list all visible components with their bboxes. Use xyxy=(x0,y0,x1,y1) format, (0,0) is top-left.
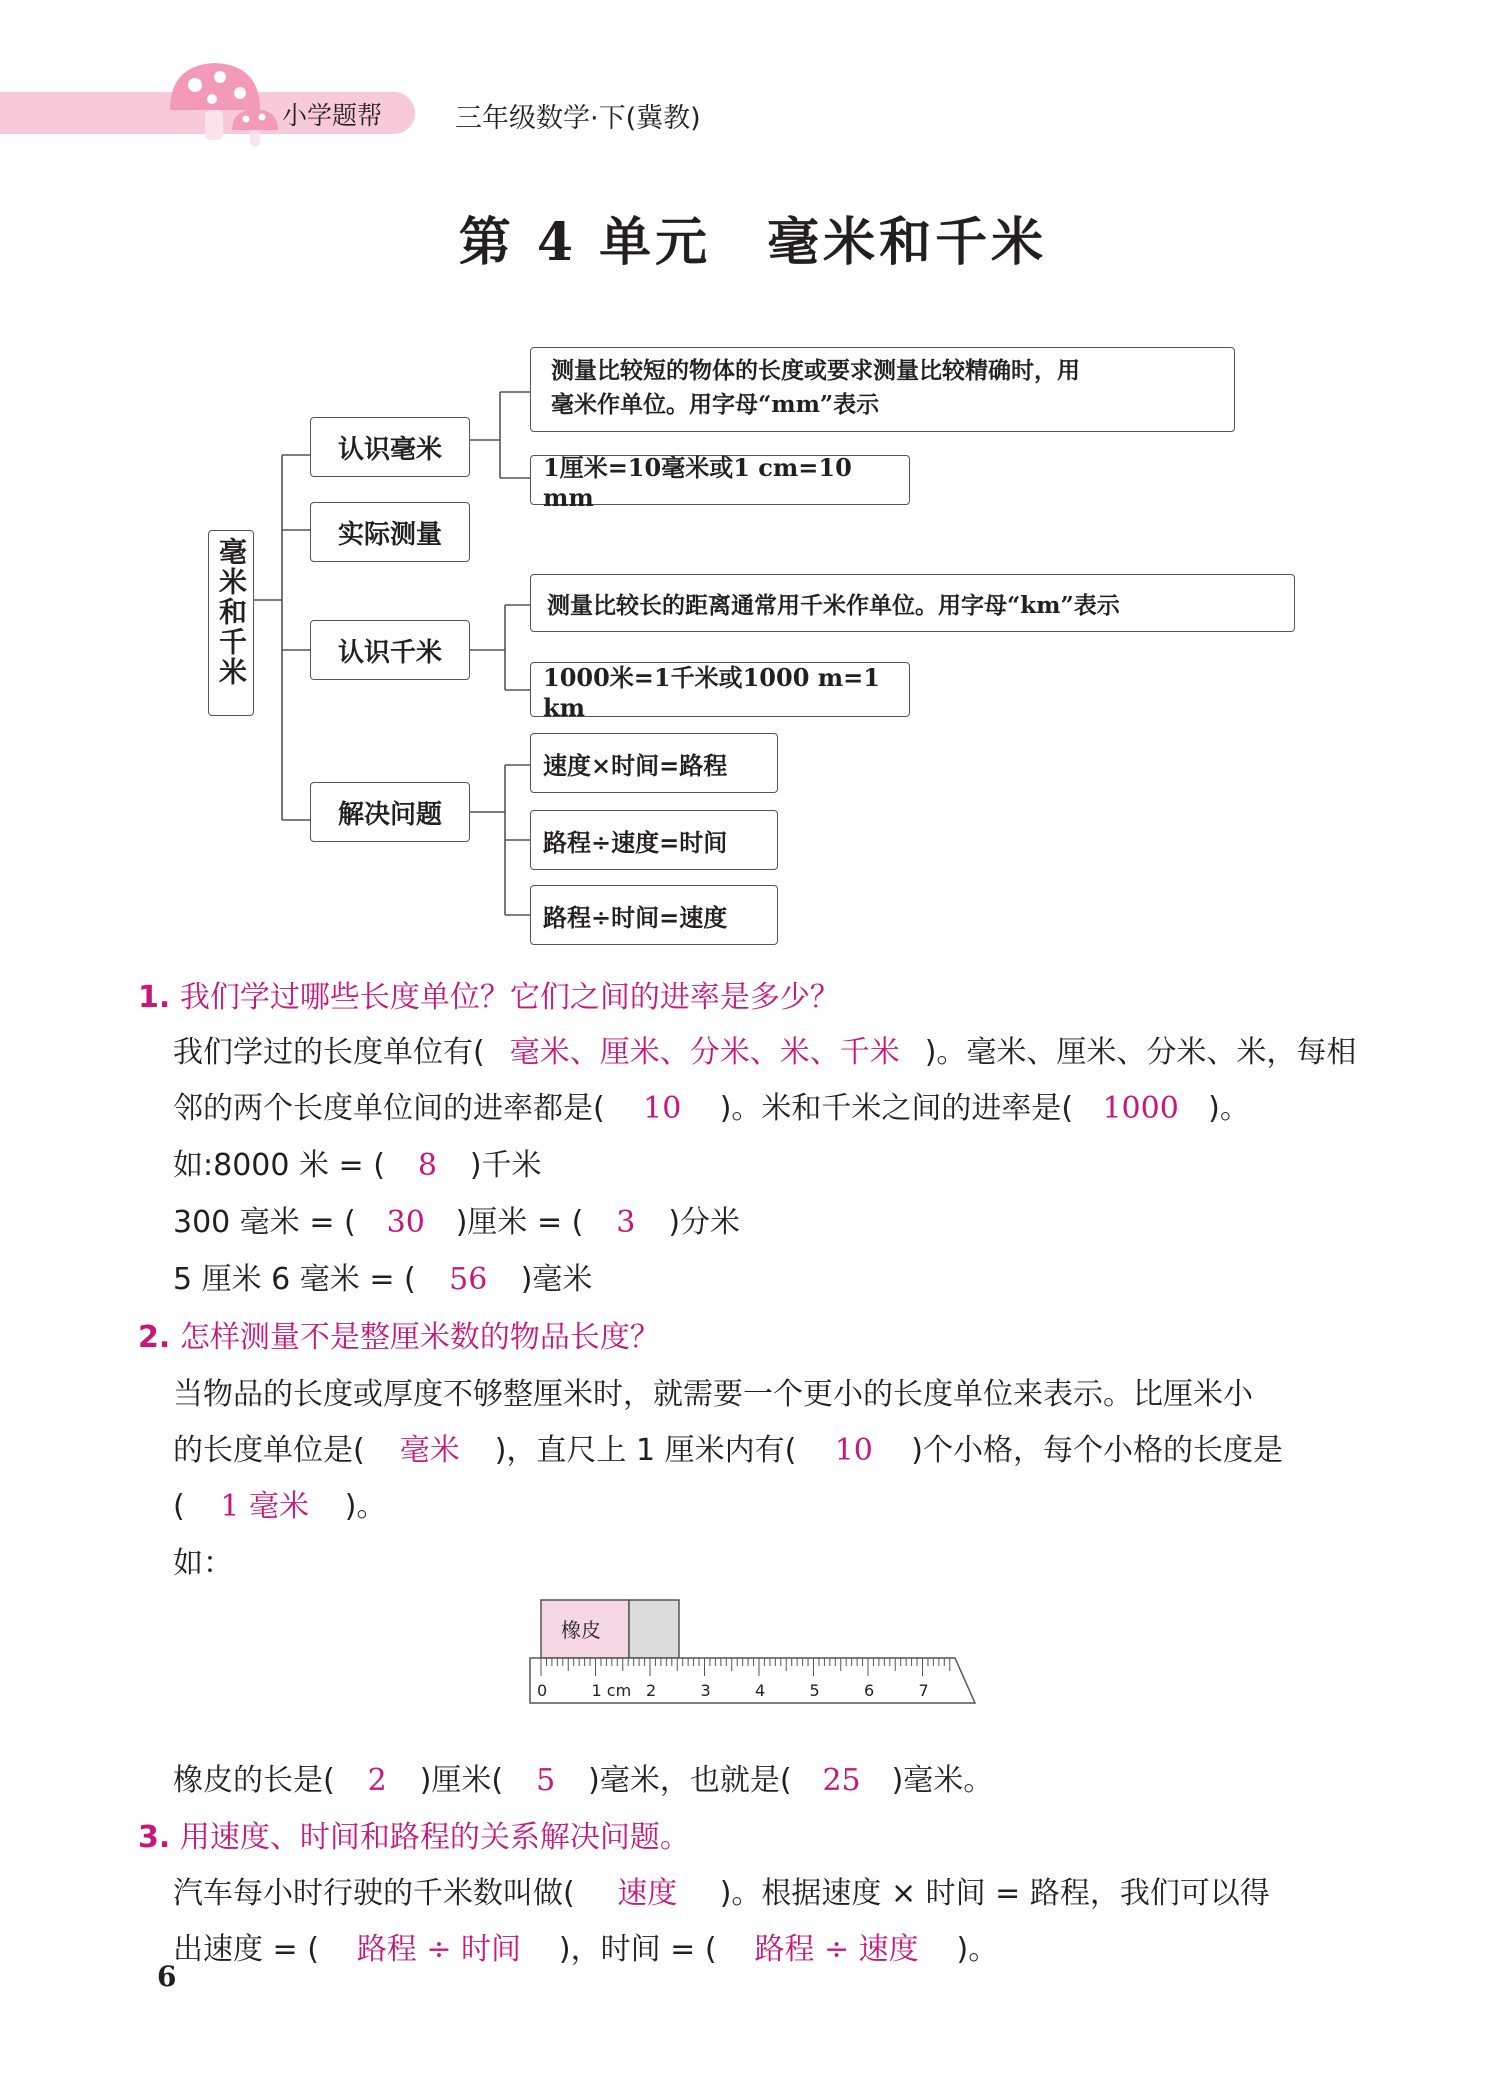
branch-label: 认识毫米 xyxy=(337,434,442,465)
ruler-label: 6 xyxy=(864,1681,875,1700)
q1-heading xyxy=(138,972,840,1016)
branch-label: 认识千米 xyxy=(337,637,442,668)
leaf-text: 测量比较短的物体的长度或要求测量比较精确时，用 xyxy=(551,357,1080,384)
q2-title: 怎样测量不是整厘米数的物品长度？ xyxy=(179,1320,660,1355)
ruler-label: 5 xyxy=(809,1681,820,1700)
answer: 10 xyxy=(643,1091,682,1126)
branch-solve xyxy=(310,782,470,842)
q2-number: 2. xyxy=(138,1320,171,1355)
q3-number: 3. xyxy=(138,1820,171,1855)
answer: 3 xyxy=(616,1205,636,1240)
ruler-label: 7 xyxy=(918,1681,929,1700)
q3-line2: 出速度 = ( 路程 ÷ 时间 )，时间 = ( 路程 ÷ 速度 )。 xyxy=(173,1924,998,1968)
branch-know-km xyxy=(310,620,470,680)
q1-title: 我们学过哪些长度单位？它们之间的进率是多少？ xyxy=(179,980,840,1015)
ruler-label: 2 xyxy=(646,1681,657,1700)
answer: 路程 ÷ 速度 xyxy=(754,1932,919,1967)
q2-line2: 的长度单位是( 毫米 )，直尺上 1 厘米内有( 10 )个小格，每个小格的长度是 xyxy=(173,1425,1283,1469)
leaf-formula-speed: 路程÷时间=速度 xyxy=(530,885,778,945)
answer: 25 xyxy=(822,1763,861,1798)
ruler-label: 1 cm xyxy=(591,1681,632,1700)
answer: 30 xyxy=(386,1205,425,1240)
q3-title: 用速度、时间和路程的关系解决问题。 xyxy=(179,1820,690,1855)
branch-measure xyxy=(310,502,470,562)
branch-know-mm xyxy=(310,417,470,477)
leaf-mm-definition xyxy=(530,347,1235,432)
q2-line1: 当物品的长度或厚度不够整厘米时，就需要一个更小的长度单位来表示。比厘米小 xyxy=(173,1377,1253,1412)
answer: 毫米 xyxy=(399,1433,460,1468)
q3-line1: 汽车每小时行驶的千米数叫做( 速度 )。根据速度 × 时间 = 路程，我们可以得 xyxy=(173,1868,1270,1912)
mindmap-root-label: 毫米和千米 xyxy=(215,537,248,687)
branch-label: 实际测量 xyxy=(337,519,442,550)
q1-line5: 5 厘米 6 毫米 = ( 56 )毫米 xyxy=(173,1262,593,1297)
q1-line3: 如:8000 米 = ( 8 )千米 xyxy=(173,1148,542,1183)
leaf-mm-conversion: 1厘米=10毫米或1 cm=10 mm xyxy=(530,455,910,505)
q2-line3: ( 1 毫米 )。 xyxy=(173,1481,386,1525)
leaf-formula-distance: 速度×时间=路程 xyxy=(530,733,778,793)
q2-line4: 如： xyxy=(173,1546,233,1581)
answer: 1000 xyxy=(1102,1091,1179,1126)
q1-line1: 我们学过的长度单位有( 毫米、厘米、分米、米、千米 )。毫米、厘米、分米、米，每相 xyxy=(173,1027,1356,1071)
answer: 毫米、厘米、分米、米、千米 xyxy=(509,1035,900,1070)
book-title: 三年级数学·下(冀教) xyxy=(455,103,701,134)
unit-title: 第 4 单元 毫米和千米 xyxy=(458,212,1048,273)
leaf-formula-time: 路程÷速度=时间 xyxy=(530,810,778,870)
page-number: 6 xyxy=(157,1960,177,1993)
leaf-km-conversion: 1000米=1千米或1000 m=1 km xyxy=(530,662,910,717)
answer: 56 xyxy=(449,1262,488,1297)
q2-heading xyxy=(138,1312,660,1356)
answer: 5 xyxy=(536,1763,556,1798)
q1-number: 1. xyxy=(138,980,171,1015)
q3-heading xyxy=(138,1812,690,1856)
answer: 1 毫米 xyxy=(220,1489,310,1524)
leaf-km-definition: 测量比较长的距离通常用千米作单位。用字母“km”表示 xyxy=(530,574,1295,632)
ruler-label: 4 xyxy=(755,1681,766,1700)
answer: 速度 xyxy=(617,1876,678,1911)
ruler-illustration xyxy=(525,1595,985,1730)
answer: 路程 ÷ 时间 xyxy=(356,1932,522,1967)
answer: 8 xyxy=(417,1148,437,1183)
q1-line4: 300 毫米 = ( 30 )厘米 = ( 3 )分米 xyxy=(173,1205,741,1240)
eraser-label: 橡皮 xyxy=(561,1618,601,1642)
q2-line5: 橡皮的长是( 2 )厘米( 5 )毫米，也就是( 25 )毫米。 xyxy=(173,1763,994,1798)
branch-label: 解决问题 xyxy=(337,799,442,830)
ruler-label: 3 xyxy=(700,1681,711,1700)
header-badge: 小学题帮 xyxy=(282,101,383,130)
mindmap-root xyxy=(208,530,254,716)
leaf-text: 毫米作单位。用字母“mm”表示 xyxy=(551,391,880,418)
q1-line2: 邻的两个长度单位间的进率都是( 10 )。米和千米之间的进率是( 1000 )。 xyxy=(173,1091,1250,1126)
answer: 10 xyxy=(834,1433,873,1468)
eraser-shadow xyxy=(629,1600,679,1658)
ruler-label: 0 xyxy=(537,1681,548,1700)
answer: 2 xyxy=(367,1763,387,1798)
